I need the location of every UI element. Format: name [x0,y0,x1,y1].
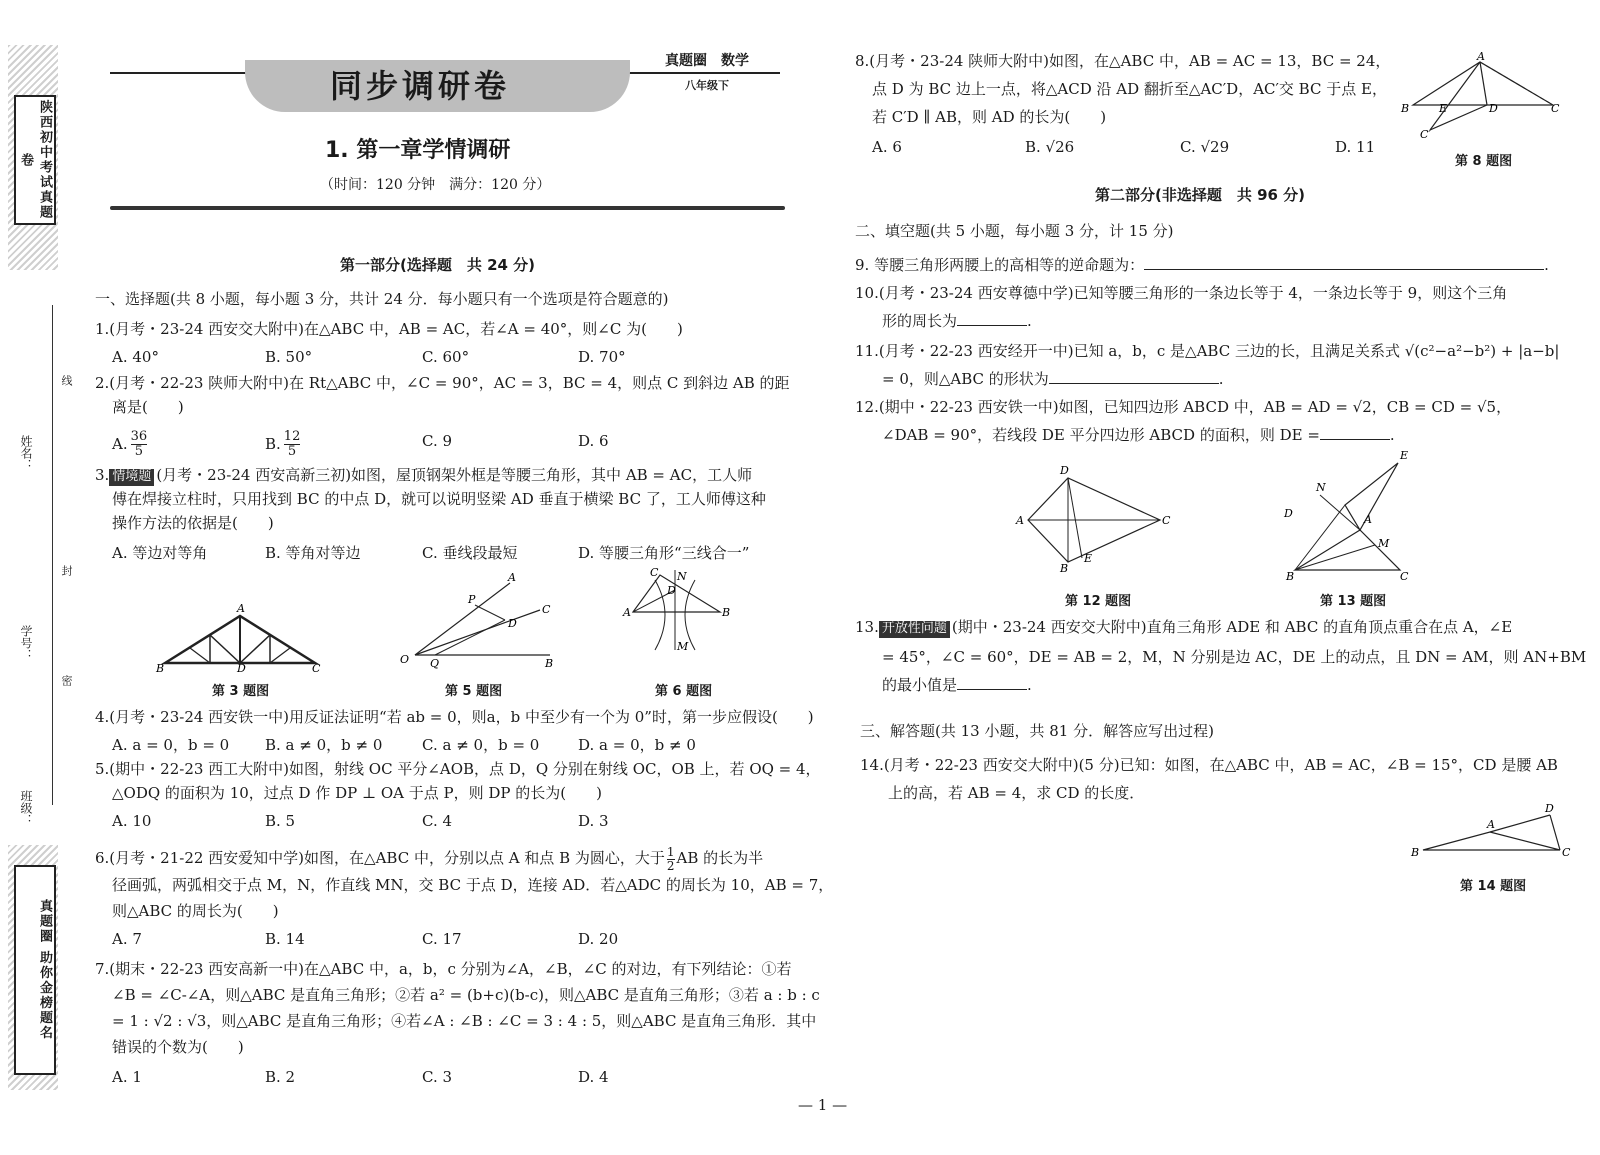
q10-stem-line2: 形的周长为 . [882,312,1032,330]
svg-text:C: C [312,662,321,675]
svg-text:D: D [508,617,517,630]
q4-option-a[interactable]: A. a = 0，b = 0 [112,736,230,754]
svg-text:C: C [1162,514,1171,527]
q3-option-a[interactable]: A. 等边对等角 [112,544,208,562]
title-rule [110,206,785,210]
q13-answer-blank[interactable] [957,689,1027,690]
svg-text:C: C [1400,570,1409,583]
q7-stem-line4: 错误的个数为( ) [112,1038,244,1056]
q2-option-d[interactable]: D. 6 [578,432,609,450]
grade-label: 八年级下 [685,79,729,92]
svg-text:C: C [542,603,551,616]
q13-tag: 开放性问题 [879,621,950,638]
q7-option-d[interactable]: D. 4 [578,1068,609,1086]
q4-option-c[interactable]: C. a ≠ 0，b = 0 [422,736,540,754]
figure-6-caption: 第 6 题图 [655,684,713,699]
q3-stem-line3: 操作方法的依据是( ) [112,514,274,532]
svg-text:C: C [1551,102,1560,115]
q2-stem-line1: 2.(月考・22-23 陕师大附中)在 Rt△ABC 中，∠C = 90°，AC = 3，BC = 4，则点 C 到斜边 AB 的距 [95,374,790,392]
svg-text:A: A [1487,818,1495,831]
svg-text:D: D [1060,464,1069,477]
q7-option-a[interactable]: A. 1 [112,1068,142,1086]
figure-6-perpendicular-bisector [623,566,735,670]
svg-text:P: P [468,593,476,606]
seal-char-mi: 密 [60,675,73,686]
q6-stem-line3: 则△ABC 的周长为( ) [112,902,279,920]
part2-heading: 第二部分(非选择题 共 96 分) [1095,186,1306,204]
figure-14-obtuse-triangle [1411,802,1571,860]
section3-heading: 三、解答题(共 13 小题，共 81 分．解答应写出过程) [860,722,1214,740]
figure-3-caption: 第 3 题图 [212,684,270,699]
svg-text:N: N [1316,481,1326,494]
figure-12-kite [1016,464,1171,575]
q8-stem-line3: 若 C′D ∥ AB，则 AD 的长为( ) [872,108,1107,126]
svg-text:D: D [1489,102,1498,115]
q13-stem-line3: 的最小值是 . [882,676,1032,694]
q3-stem-line2: 傅在焊接立柱时，只用找到 BC 的中点 D，就可以说明竖梁 AD 垂直于横梁 BC 了，工人师傅这种 [112,490,766,508]
seal-char-line: 线 [60,375,73,386]
figure-12-caption: 第 12 题图 [1065,594,1132,609]
q13-stem-line2: = 45°，∠C = 60°，DE = AB = 2，M，N 分别是边 AC，DE 上的动点，且 DN = AM，则 AN+BM [882,648,1587,666]
q3-stem-line1: 3. 情境题 (月考・23-24 西安高新三初)如图，屋顶钢架外框是等腰三角形，其中 AB = AC，工人师 [95,466,753,484]
figure-13-caption: 第 13 题图 [1320,594,1387,609]
figure-5-angle-bisector [400,571,554,670]
q3-option-c[interactable]: C. 垂线段最短 [422,544,518,562]
figure-8-caption: 第 8 题图 [1455,154,1513,169]
q2-option-c[interactable]: C. 9 [422,432,453,450]
svg-text:M: M [1378,537,1390,550]
svg-text:A: A [1364,513,1372,526]
svg-text:B: B [1411,846,1420,859]
q10-answer-blank[interactable] [957,325,1027,326]
svg-text:A: A [1016,514,1024,527]
q7-option-b[interactable]: B. 2 [265,1068,296,1086]
q11-stem-line2: = 0，则△ABC 的形状为 . [882,370,1224,388]
svg-text:E: E [1439,102,1448,115]
q7-stem-line2: ∠B = ∠C-∠A，则△ABC 是直角三角形；②若 a² = (b+c)(b-c)，则△ABC 是直角三角形；③若 a : b : c [112,986,820,1004]
seal-char-feng: 封 [60,565,73,576]
svg-text:A: A [623,606,631,619]
q4-stem: 4.(月考・23-24 西安铁一中)用反证法证明“若 ab = 0，则a，b 中至少有一个为 0”时，第一步应假设( ) [95,708,814,726]
q10-stem-line1: 10.(月考・23-24 西安尊德中学)已知等腰三角形的一条边长等于 4，一条边长等于 9，则这个三角 [855,284,1508,302]
q1-option-b[interactable]: B. 50° [265,348,313,366]
q13-stem-line1: 13. 开放性问题 (期中・23-24 西安交大附中)直角三角形 ADE 和 ABC 的直角顶点重合在点 A，∠E [855,618,1513,636]
svg-text:B: B [722,606,731,619]
exam-meta: （时间：120 分钟 满分：120 分） [320,177,551,193]
section1-heading: 一、选择题(共 8 小题，每小题 3 分，共计 24 分．每小题只有一个选项是符合题意的) [95,290,669,308]
q5-option-d[interactable]: D. 3 [578,812,609,830]
svg-text:A: A [508,571,516,584]
section2-heading: 二、填空题(共 5 小题，每小题 3 分，计 15 分) [855,222,1174,240]
q11-answer-blank[interactable] [1049,383,1219,384]
q6-option-c[interactable]: C. 17 [422,930,462,948]
svg-text:B: B [545,657,554,670]
q9-stem: 9. 等腰三角形两腰上的高相等的逆命题为： . [855,256,1549,274]
name-label: 姓名： [19,435,33,471]
page-number: — 1 — [798,1096,848,1114]
q2-option-a[interactable]: A. $\frac{36}{5}$ [112,429,148,460]
q8-option-c[interactable]: C. √29 [1180,138,1230,156]
q1-option-a[interactable]: A. 40° [112,348,159,366]
q1-option-d[interactable]: D. 70° [578,348,626,366]
svg-text:C′: C′ [1420,128,1431,141]
q8-stem-line2: 点 D 为 BC 边上一点，将△ACD 沿 AD 翻折至△AC′D，AC′交 BC 于点 E， [872,80,1387,98]
binding-strip [8,45,73,1090]
svg-text:B: B [1401,102,1410,115]
svg-text:B: B [156,662,165,675]
class-label: 班级： [19,790,33,826]
svg-text:M: M [677,640,689,653]
figure-14-caption: 第 14 题图 [1460,879,1527,894]
svg-text:D: D [1545,802,1554,815]
q4-option-d[interactable]: D. a = 0，b ≠ 0 [578,736,696,754]
q5-option-c[interactable]: C. 4 [422,812,453,830]
svg-text:A: A [1477,50,1485,63]
q11-stem-line1: 11.(月考・22-23 西安经开一中)已知 a，b，c 是△ABC 三边的长，且满足关系式 √(c²−a²−b²) + |a−b| [855,342,1560,360]
q5-option-a[interactable]: A. 10 [112,812,152,830]
part1-heading: 第一部分(选择题 共 24 分) [340,256,536,274]
q3-option-d[interactable]: D. 等腰三角形“三线合一” [578,544,750,562]
q5-stem-line1: 5.(期中・22-23 西工大附中)如图，射线 OC 平分∠AOB，点 D，Q 分别在射线 OC，OB 上，若 OQ = 4， [95,760,821,778]
figure-3-roof-truss [156,602,321,675]
q7-stem-line1: 7.(期末・22-23 西安高新一中)在△ABC 中，a，b，c 分别为∠A，∠B，∠C 的对边，有下列结论：①若 [95,960,792,978]
q1-option-c[interactable]: C. 60° [422,348,470,366]
q3-tag: 情境题 [109,469,154,486]
q6-option-d[interactable]: D. 20 [578,930,619,948]
svg-text:C: C [1562,846,1571,859]
svg-text:E: E [1084,552,1093,565]
q8-option-a[interactable]: A. 6 [872,138,902,156]
q1-stem: 1.(月考・23-24 西安交大附中)在△ABC 中，AB = AC，若∠A = 40°，则∠C 为( ) [95,320,683,338]
figure-8-fold-triangle [1401,50,1560,141]
q6-stem-line1: 6.(月考・21-22 西安爱知中学)如图，在△ABC 中，分别以点 A 和点 B 为圆心，大于 $\frac{1}{2}$ AB 的长为半 [95,845,764,873]
svg-text:A: A [237,602,245,615]
q8-option-b[interactable]: B. √26 [1025,138,1075,156]
binding-line [52,305,53,805]
q4-option-b[interactable]: B. a ≠ 0，b ≠ 0 [265,736,383,754]
q14-stem-line2: 上的高，若 AB = 4，求 CD 的长度． [888,784,1145,802]
svg-text:N: N [677,570,687,583]
q7-stem-line3: = 1 : √2 : √3，则△ABC 是直角三角形；④若∠A : ∠B : ∠C = 3 : 4 : 5，则△ABC 是直角三角形．其中 [112,1012,817,1030]
svg-text:O: O [400,653,410,666]
q5-stem-line2: △ODQ 的面积为 10，过点 D 作 DP ⊥ OA 于点 P，则 DP 的长为( ) [112,784,602,802]
banner-title: 同步调研卷 [330,67,511,105]
q9-answer-blank[interactable] [1144,269,1544,270]
q2-stem-line2: 离是( ) [112,398,184,416]
page-title: 1. 第一章学情调研 [325,138,511,163]
q5-option-b[interactable]: B. 5 [265,812,296,830]
brand-stamp: 真题圈 助你金榜题名 [14,865,56,1075]
q3-option-b[interactable]: B. 等角对等边 [265,544,361,562]
q6-option-a[interactable]: A. 7 [112,930,142,948]
q12-stem-line1: 12.(期中・22-23 西安铁一中)如图，已知四边形 ABCD 中，AB = AD = √2，CB = CD = √5， [855,398,1512,416]
series-stamp: 陕西初中考试真题卷 [14,95,56,225]
q8-option-d[interactable]: D. 11 [1335,138,1376,156]
q6-stem-line2: 径画弧，两弧相交于点 M，N，作直线 MN，交 BC 于点 D，连接 AD．若△ADC 的周长为 10，AB = 7， [112,876,834,894]
figure-5-caption: 第 5 题图 [445,684,503,699]
student-id-label: 学号： [19,625,33,661]
svg-text:B: B [1286,570,1295,583]
series-label: 真题圈 数学 [665,53,749,69]
q8-stem-line1: 8.(月考・23-24 陕师大附中)如图，在△ABC 中，AB = AC = 13，BC = 24， [855,52,1391,70]
svg-text:D: D [667,584,676,597]
figure-13-right-triangles [1284,449,1420,583]
q6-option-b[interactable]: B. 14 [265,930,305,948]
q14-stem-line1: 14.(月考・22-23 西安交大附中)(5 分)已知：如图，在△ABC 中，AB = AC，∠B = 15°，CD 是腰 AB [860,756,1558,774]
q2-option-b[interactable]: B. $\frac{12}{5}$ [265,429,301,460]
svg-text:Q: Q [430,657,440,670]
q7-option-c[interactable]: C. 3 [422,1068,453,1086]
q12-answer-blank[interactable] [1320,439,1390,440]
svg-text:B: B [1060,562,1069,575]
q12-stem-line2: ∠DAB = 90°，若线段 DE 平分四边形 ABCD 的面积，则 DE = . [882,426,1395,444]
svg-text:E: E [1400,449,1409,462]
svg-text:D: D [1284,507,1293,520]
svg-text:D: D [237,662,246,675]
svg-text:C: C [650,566,659,579]
